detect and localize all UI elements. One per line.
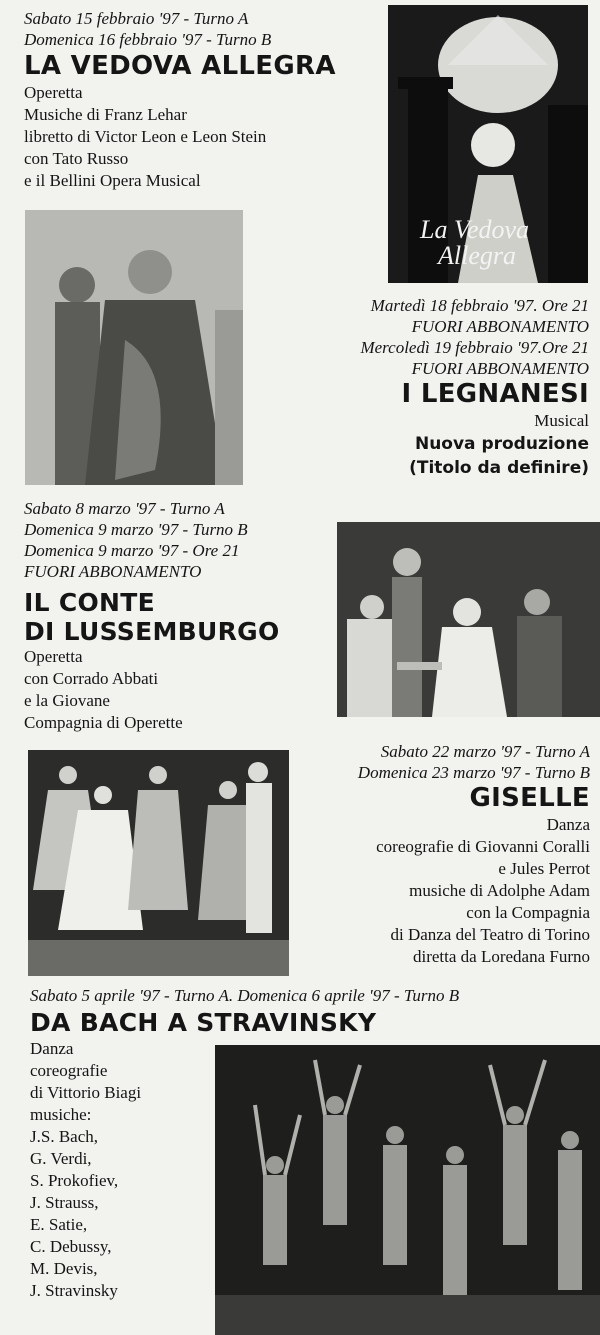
show-date: Domenica 23 marzo '97 - Turno B (357, 763, 590, 782)
show-date: FUORI ABBONAMENTO (411, 317, 589, 336)
show-la-vedova-allegra (24, 8, 374, 192)
show-detail: e Jules Perrot (498, 859, 590, 878)
show-detail: e il Bellini Opera Musical (24, 171, 201, 190)
show-date: Sabato 22 marzo '97 - Turno A (380, 742, 590, 761)
show-detail: coreografie (30, 1061, 108, 1080)
show-date: Domenica 9 marzo '97 - Ore 21 (24, 541, 240, 560)
giselle-photo (28, 750, 289, 976)
show-detail: J.S. Bach, (30, 1127, 98, 1146)
show-production: (Titolo da definire) (409, 458, 589, 478)
show-production: Nuova produzione (414, 434, 589, 454)
show-detail: J. Stravinsky (30, 1281, 118, 1300)
show-detail: Danza (30, 1039, 74, 1058)
poster-title: La Vedova Allegra (420, 215, 530, 270)
show-da-bach-a-stravinsky (30, 985, 590, 1037)
show-i-legnanesi (300, 295, 589, 480)
show-detail: libretto di Victor Leon e Leon Stein (24, 127, 267, 146)
show-detail: diretta da Loredana Furno (412, 947, 590, 966)
show-date: FUORI ABBONAMENTO (411, 359, 589, 378)
show-date: Mercoledì 19 febbraio '97.Ore 21 (360, 338, 589, 357)
show-giselle (300, 741, 590, 968)
show-detail: musiche: (30, 1105, 92, 1124)
show-detail: con Tato Russo (24, 149, 129, 168)
show-date: Martedì 18 febbraio '97. Ore 21 (370, 296, 589, 315)
show-title: LA VEDOVA ALLEGRA (24, 51, 336, 81)
show-details (30, 1038, 210, 1302)
show-detail: J. Strauss, (30, 1193, 99, 1212)
show-detail: e la Giovane (24, 691, 110, 710)
show-title: DA BACH A STRAVINSKY (30, 1008, 377, 1037)
show-detail: S. Prokofiev, (30, 1171, 119, 1190)
show-detail: Operetta (24, 647, 83, 666)
show-date: Sabato 8 marzo '97 - Turno A (24, 499, 225, 518)
show-detail: musiche di Adolphe Adam (409, 881, 590, 900)
la-vedova-allegra-photo (25, 210, 243, 485)
show-detail: E. Satie, (30, 1215, 88, 1234)
show-detail: coreografie di Giovanni Coralli (376, 837, 590, 856)
show-detail: Operetta (24, 83, 83, 102)
show-detail: Compagnia di Operette (24, 713, 183, 732)
show-date: FUORI ABBONAMENTO (24, 562, 202, 581)
show-date: Sabato 5 aprile '97 - Turno A. Domenica 6 aprile '97 - Turno B (30, 986, 460, 1005)
show-detail: di Vittorio Biagi (30, 1083, 142, 1102)
il-conte-di-lussemburgo-photo (337, 522, 600, 717)
da-bach-a-stravinsky-photo (215, 1045, 600, 1335)
show-title: IL CONTE (24, 588, 155, 617)
show-detail: Musiche di Franz Lehar (24, 105, 187, 124)
show-detail: C. Debussy, (30, 1237, 112, 1256)
show-il-conte-di-lussemburgo (24, 498, 324, 734)
la-vedova-allegra-poster (388, 5, 588, 283)
show-detail: M. Devis, (30, 1259, 98, 1278)
show-detail: G. Verdi, (30, 1149, 92, 1168)
show-detail: Danza (546, 815, 590, 834)
show-detail: con la Compagnia (466, 903, 590, 922)
show-date: Domenica 9 marzo '97 - Turno B (24, 520, 248, 539)
show-detail: di Danza del Teatro di Torino (390, 925, 590, 944)
show-genre: Musical (534, 411, 589, 430)
show-title: DI LUSSEMBURGO (24, 617, 280, 646)
show-date: Domenica 16 febbraio '97 - Turno B (24, 30, 272, 49)
show-title: GISELLE (469, 783, 590, 813)
show-title: I LEGNANESI (401, 379, 589, 409)
show-date: Sabato 15 febbraio '97 - Turno A (24, 9, 249, 28)
show-detail: con Corrado Abbati (24, 669, 159, 688)
